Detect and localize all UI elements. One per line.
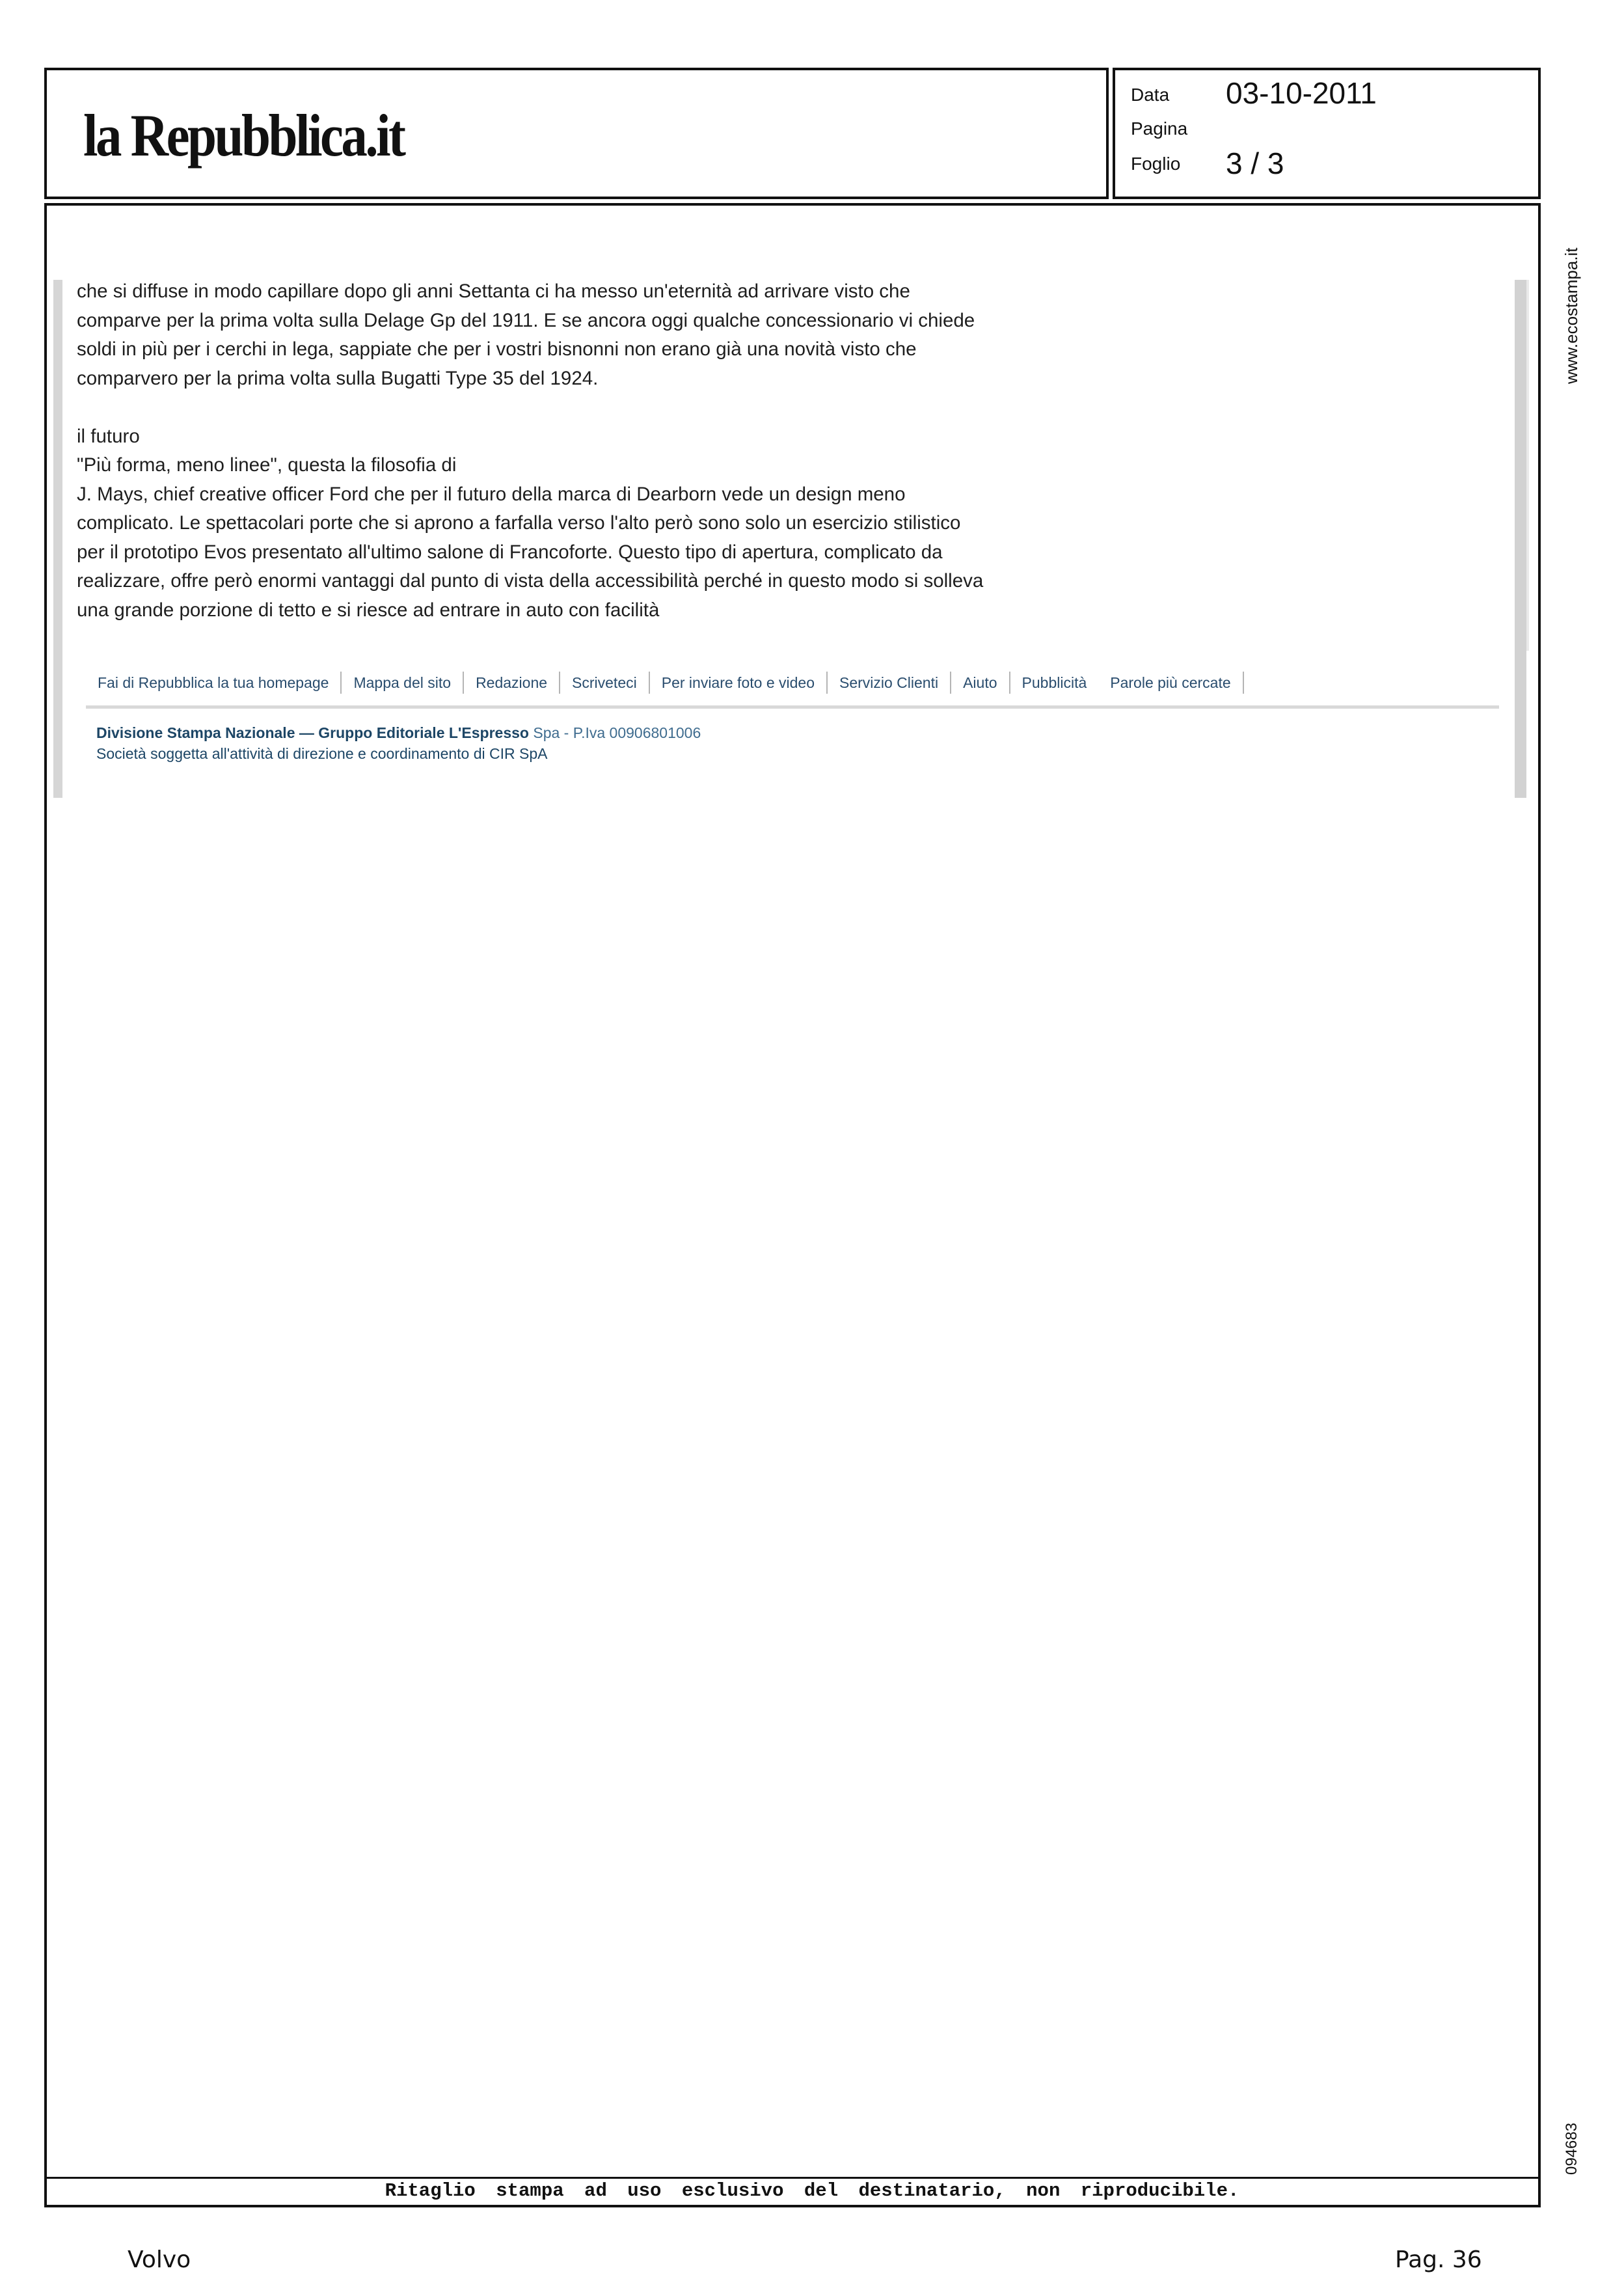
article-line: complicato. Le spettacolari porte che si aprono a farfalla verso l'alto però sono solo un esercizio stilistico xyxy=(77,512,961,534)
link-redazione[interactable]: Redazione xyxy=(464,672,560,694)
source-url: www.ecostampa.it xyxy=(1562,247,1581,384)
repubblica-logo: la Repubblica.it xyxy=(83,102,404,169)
section-heading: il futuro xyxy=(77,425,140,447)
publisher-name: Divisione Stampa Nazionale — Gruppo Editoriale L'Espresso xyxy=(96,724,529,741)
link-site-map[interactable]: Mappa del sito xyxy=(342,672,464,694)
clipping-code: 094683 xyxy=(1563,2122,1580,2175)
clip-right-border xyxy=(1515,280,1526,798)
masthead xyxy=(44,68,1109,199)
link-homepage[interactable]: Fai di Repubblica la tua homepage xyxy=(98,672,342,694)
client-name: Volvo xyxy=(128,2246,191,2273)
article-line: "Più forma, meno linee", questa la filosofia di xyxy=(77,454,457,476)
article-line: che si diffuse in modo capillare dopo gli anni Settanta ci ha messo un'eternità ad arrivare visto che xyxy=(77,280,910,302)
disclaimer: Ritaglio stampa ad uso esclusivo del destinatario, non riproducibile. xyxy=(385,2180,1239,2202)
footer-divider xyxy=(86,705,1499,709)
publisher-info xyxy=(96,722,701,764)
link-scriveteci[interactable]: Scriveteci xyxy=(560,672,650,694)
article-line: per il prototipo Evos presentato all'ultimo salone di Francoforte. Questo tipo di apertura, complicato da xyxy=(77,541,943,563)
link-customer-service[interactable]: Servizio Clienti xyxy=(828,672,951,694)
article-line: soldi in più per i cerchi in lega, sappiate che per i vostri bisnonni non erano già una novità visto che xyxy=(77,338,917,360)
article-line: una grande porzione di tetto e si riesce ad entrare in auto con facilità xyxy=(77,599,660,621)
link-send-photos[interactable]: Per inviare foto e video xyxy=(650,672,828,694)
disclaimer-rule xyxy=(47,2177,1538,2179)
footer-links xyxy=(98,672,1244,694)
link-pubblicita[interactable]: Pubblicità xyxy=(1022,674,1087,691)
foglio-label: Foglio xyxy=(1131,154,1181,174)
data-label: Data xyxy=(1131,85,1170,105)
article-line: comparve per la prima volta sulla Delage Gp del 1911. E se ancora oggi qualche concessionario vi chiede xyxy=(77,309,975,331)
article-line: realizzare, offre però enormi vantaggi dal punto di vista della accessibilità perché in questo modo si solleva xyxy=(77,570,984,592)
article-line: J. Mays, chief creative officer Ford che per il futuro della marca di Dearborn vede un design meno xyxy=(77,483,906,505)
clip-right-shade xyxy=(1526,280,1529,651)
link-popular-words[interactable]: Parole più cercate xyxy=(1098,672,1243,694)
clip-left-border xyxy=(53,280,62,798)
article-body xyxy=(77,277,1079,625)
pagina-label: Pagina xyxy=(1131,118,1188,139)
data-value: 03-10-2011 xyxy=(1226,76,1377,110)
foglio-value: 3 / 3 xyxy=(1226,146,1284,180)
publisher-ownership: Società soggetta all'attività di direzione e coordinamento di CIR SpA xyxy=(96,745,548,762)
link-aiuto[interactable]: Aiuto xyxy=(951,672,1010,694)
page-number: Pag. 36 xyxy=(1395,2246,1482,2273)
meta-box xyxy=(1113,68,1541,199)
article-line: comparvero per la prima volta sulla Bugatti Type 35 del 1924. xyxy=(77,367,599,389)
publisher-vat: Spa - P.Iva 00906801006 xyxy=(533,724,701,741)
